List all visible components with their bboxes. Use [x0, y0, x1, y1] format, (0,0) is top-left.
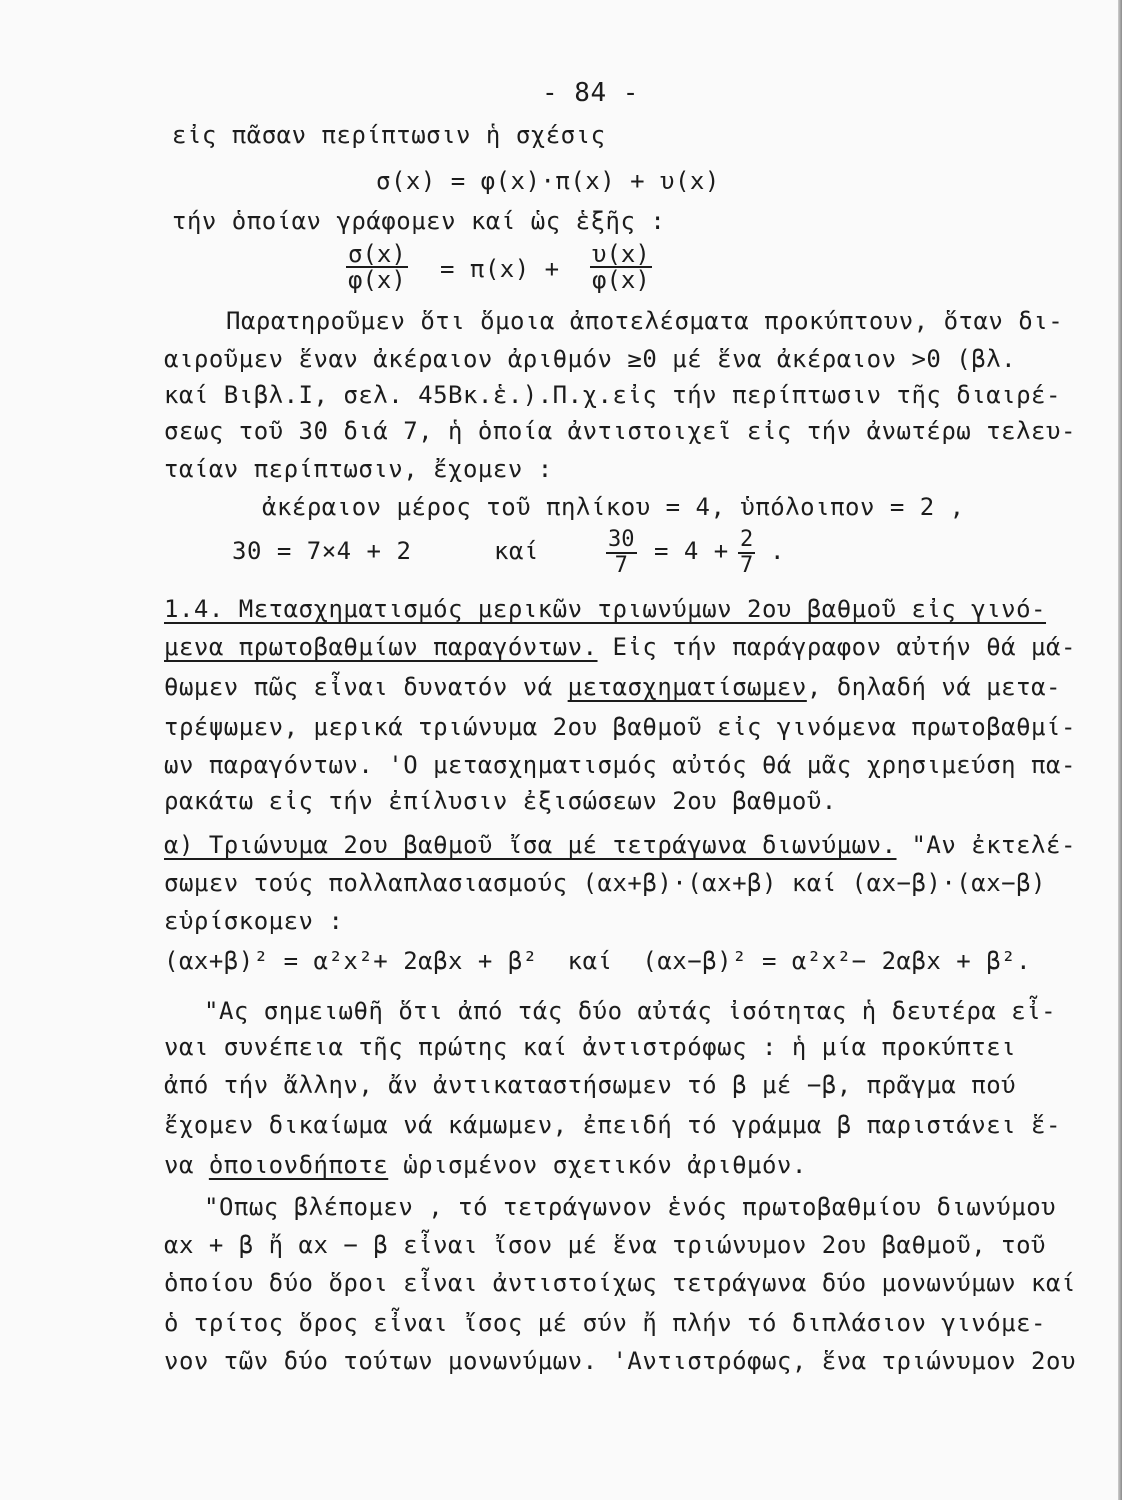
underlined-word: μετασχηματίσωμεν — [567, 673, 807, 701]
text-line: ὁποίου δύο ὅροι εἶναι ἀντιστοίχως τετράγωνα δύο μονωνύμων καί — [164, 1269, 1076, 1297]
text-line: αx + β ἤ αx − β εἶναι ἴσον μέ ἕνα τριώνυμον 2ου βαθμοῦ, τοῦ — [164, 1231, 1047, 1259]
section-heading-cont: μενα πρωτοβαθμίων παραγόντων. — [164, 633, 598, 661]
page-edge — [1118, 0, 1122, 1500]
fraction-upsilon-over-phi — [590, 242, 652, 292]
text-line: εἰς πᾶσαν περίπτωσιν ἡ σχέσις — [172, 121, 606, 149]
denominator: 7 — [614, 553, 628, 578]
subsection-heading: α) Τριώνυμα 2ου βαθμοῦ ἴσα μέ τετράγωνα διωνύμων. — [164, 831, 897, 859]
equation-end: . — [770, 537, 785, 565]
denominator: 7 — [740, 553, 754, 578]
equation-left: 30 = 7×4 + 2 — [232, 537, 412, 565]
text-line — [164, 1148, 807, 1182]
text-line — [164, 670, 1061, 704]
text-line: ναι συνέπεια τῆς πρώτης καί ἀντιστρόφως : ἡ μία προκύπτει — [164, 1033, 1017, 1061]
division-example-equation — [0, 528, 1122, 580]
text-line: καί Βιβλ.Ι, σελ. 45Βκ.ἑ.).Π.χ.εἰς τήν περίπτωσιν τῆς διαιρέ- — [164, 381, 1061, 409]
section-heading: 1.4. Μετασχηματισμός μερικῶν τριωνύμων 2ου βαθμοῦ εἰς γινό- — [164, 595, 1047, 623]
text-line: εὑρίσκομεν : — [164, 907, 344, 935]
text-run: "Αν ἐκτελέ- — [896, 831, 1076, 859]
equation-and: καί — [494, 537, 539, 565]
numerator: υ(x) — [592, 240, 650, 268]
quotient-remainder-line: ἀκέραιον μέρος τοῦ πηλίκου = 4, ὑπόλοιπον = 2 , — [262, 493, 965, 521]
fraction-sigma-over-phi — [346, 242, 408, 292]
denominator: φ(x) — [592, 266, 650, 294]
square-identities-equation: (αx+β)² = α²x²+ 2αβx + β² καί (αx−β)² = α²x²− 2αβx + β². — [164, 947, 1032, 975]
text-line: "Ας σημειωθῆ ὅτι ἀπό τάς δύο αὐτάς ἰσότητας ἡ δευτέρα εἶ- — [204, 997, 1057, 1025]
numerator: σ(x) — [348, 240, 406, 268]
text-run: Εἰς τήν παράγραφον αὐτήν θά μά- — [597, 633, 1076, 661]
text-run: , δηλαδή νά μετα- — [806, 673, 1061, 701]
numerator: 2 — [740, 527, 754, 552]
underlined-word: ὁποιονδήποτε — [208, 1151, 389, 1179]
equation-sigma: σ(x) = φ(x)·π(x) + υ(x) — [376, 167, 720, 195]
equation-middle: = 4 + — [654, 537, 729, 565]
text-line: σωμεν τούς πολλαπλασιασμούς (αx+β)·(αx+β) καί (αx−β)·(αx−β) — [164, 869, 1047, 897]
text-line: ων παραγόντων. 'Ο μετασχηματισμός αὐτός θά μᾶς χρησιμεύση πα- — [164, 751, 1076, 779]
equation-fraction-line — [0, 242, 1122, 298]
fraction-30-over-7 — [606, 528, 637, 578]
text-line: ὁ τρίτος ὅρος εἶναι ἴσος μέ σύν ἤ πλήν τό διπλάσιον γινόμε- — [164, 1309, 1047, 1337]
denominator: φ(x) — [348, 266, 406, 294]
text-line: αιροῦμεν ἕναν ἀκέραιον ἀριθμόν ≥0 μέ ἕνα ἀκέραιον >0 (βλ. — [164, 345, 1017, 373]
text-line: ἔχομεν δικαίωμα νά κάμωμεν, ἐπειδή τό γράμμα β παριστάνει ἕ- — [164, 1111, 1061, 1139]
text-line: τρέψωμεν, μερικά τριώνυμα 2ου βαθμοῦ εἰς γινόμενα πρωτοβαθμί- — [164, 713, 1076, 741]
text-line: ταίαν περίπτωσιν, ἔχομεν : — [164, 455, 553, 483]
text-run: ὡρισμένον σχετικόν ἀριθμόν. — [388, 1151, 807, 1179]
text-line: ἀπό τήν ἄλλην, ἄν ἀντικαταστήσωμεν τό β μέ −β, πρᾶγμα πού — [164, 1071, 1017, 1099]
text-line — [164, 630, 1076, 664]
text-line: σεως τοῦ 30 διά 7, ἡ ὁποία ἀντιστοιχεῖ εἰς τήν ἀνωτέρω τελευ- — [164, 417, 1076, 445]
text-run: να — [164, 1151, 209, 1179]
text-line: τήν ὁποίαν γράφομεν καί ὡς ἑξῆς : — [172, 207, 666, 235]
text-line: "Οπως βλέπομεν , τό τετράγωνον ἑνός πρωτοβαθμίου διωνύμου — [204, 1193, 1057, 1221]
text-run: θωμεν πῶς εἶναι δυνατόν νά — [164, 673, 568, 701]
equation-middle: = π(x) + — [440, 255, 560, 283]
text-line: νον τῶν δύο τούτων μονωνύμων. 'Αντιστρόφως, ἕνα τριώνυμον 2ου — [164, 1347, 1076, 1375]
numerator: 30 — [608, 527, 635, 552]
page-number: - 84 - — [542, 78, 639, 108]
text-line: Παρατηροῦμεν ὅτι ὅμοια ἀποτελέσματα προκύπτουν, ὅταν δι- — [226, 307, 1064, 335]
text-line — [164, 828, 1076, 862]
fraction-2-over-7 — [738, 528, 755, 578]
text-line: ρακάτω εἰς τήν ἐπίλυσιν ἐξισώσεων 2ου βαθμοῦ. — [164, 787, 837, 815]
